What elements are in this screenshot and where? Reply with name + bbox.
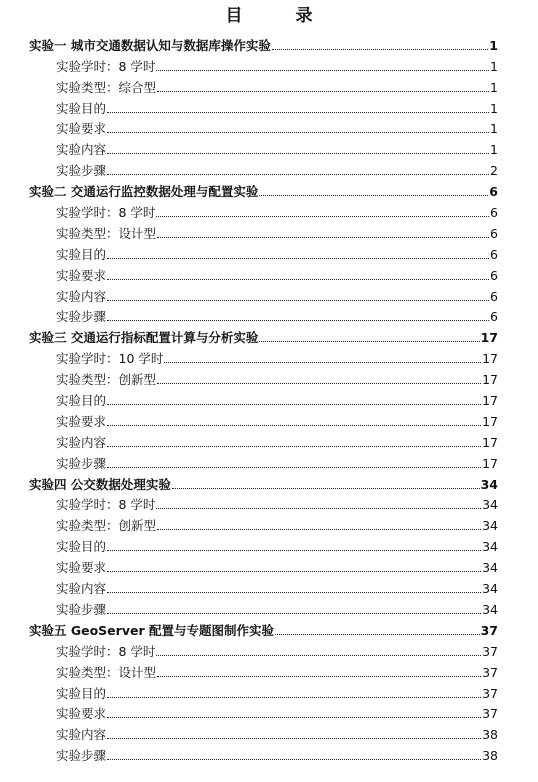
dot-leader (164, 361, 481, 363)
dot-leader (107, 716, 481, 718)
toc-page-number: 6 (490, 225, 498, 241)
dot-leader (156, 654, 481, 656)
toc-page-number: 34 (480, 476, 498, 492)
dot-leader (107, 612, 481, 614)
toc-entry-label: 实验步骤 (56, 748, 107, 764)
toc-page-number: 37 (482, 685, 498, 701)
toc-section-entry[interactable] (0, 701, 538, 722)
dot-leader (107, 299, 489, 301)
dot-leader (107, 111, 489, 113)
toc-section-entry[interactable] (0, 345, 538, 366)
dot-leader (157, 675, 481, 677)
toc-chapter-entry[interactable] (0, 32, 538, 53)
toc-page-number: 17 (482, 455, 498, 471)
toc-section-entry[interactable] (0, 512, 538, 533)
toc-page-number: 6 (490, 309, 498, 325)
toc-section-entry[interactable] (0, 366, 538, 387)
dot-leader (107, 570, 481, 572)
toc-entry-label: 实验内容 (56, 434, 107, 450)
dot-leader (157, 528, 481, 530)
toc-section-entry[interactable] (0, 116, 538, 137)
toc-entry-label: 实验步骤 (56, 455, 107, 471)
toc-entry-label: 实验三 交通运行指标配置计算与分析实验 (29, 330, 259, 346)
toc-section-entry[interactable] (0, 721, 538, 742)
toc-section-entry[interactable] (0, 283, 538, 304)
toc-entry-label: 实验要求 (56, 121, 107, 137)
toc-section-entry[interactable] (0, 74, 538, 95)
toc-chapter-entry[interactable] (0, 324, 538, 345)
toc-entry-label: 实验目的 (56, 100, 107, 116)
toc-entry-label: 实验一 城市交通数据认知与数据库操作实验 (29, 37, 271, 53)
toc-page-number: 6 (490, 246, 498, 262)
toc-entry-label: 实验二 交通运行监控数据处理与配置实验 (29, 184, 259, 200)
toc-entry-label: 实验内容 (56, 142, 107, 158)
toc-section-entry[interactable] (0, 554, 538, 575)
toc-chapter-entry[interactable] (0, 178, 538, 199)
toc-entry-label: 实验要求 (56, 413, 107, 429)
dot-leader (107, 278, 489, 280)
toc-entry-label: 实验内容 (56, 288, 107, 304)
toc-page-number: 38 (482, 748, 498, 764)
dot-leader (172, 487, 480, 489)
toc-entry-label: 实验要求 (56, 267, 107, 283)
toc-page-number: 17 (480, 330, 498, 346)
toc-entry-label: 实验目的 (56, 685, 107, 701)
toc-page-number: 34 (482, 581, 498, 597)
toc-entry-label: 实验类型：设计型 (56, 225, 157, 241)
dot-leader (259, 340, 479, 342)
toc-section-entry[interactable] (0, 157, 538, 178)
toc-entry-label: 实验类型：创新型 (56, 372, 157, 388)
toc-section-entry[interactable] (0, 680, 538, 701)
toc-chapter-entry[interactable] (0, 471, 538, 492)
dot-leader (107, 758, 481, 760)
toc-page-number: 1 (489, 37, 498, 53)
toc-section-entry[interactable] (0, 742, 538, 763)
toc-page-number: 1 (490, 58, 498, 74)
toc-page-number: 37 (480, 622, 498, 638)
toc-section-entry[interactable] (0, 659, 538, 680)
toc-section-entry[interactable] (0, 53, 538, 74)
dot-leader (275, 633, 480, 635)
toc-page-number: 6 (490, 205, 498, 221)
toc-entry-label: 实验步骤 (56, 163, 107, 179)
toc-page-number: 17 (482, 413, 498, 429)
toc-page-number: 1 (490, 121, 498, 137)
toc-entry-label: 实验学时：8 学时 (56, 58, 156, 74)
toc-page-number: 17 (482, 434, 498, 450)
toc-section-entry[interactable] (0, 638, 538, 659)
toc-chapter-entry[interactable] (0, 617, 538, 638)
toc-page-number: 34 (482, 497, 498, 513)
toc-page-number: 37 (482, 643, 498, 659)
dot-leader (157, 90, 489, 92)
toc-entry-label: 实验要求 (56, 706, 107, 722)
toc-page-number: 37 (482, 664, 498, 680)
dot-leader (157, 236, 489, 238)
toc-section-entry[interactable] (0, 262, 538, 283)
toc-entry-label: 实验学时：8 学时 (56, 643, 156, 659)
toc-page-number: 34 (482, 601, 498, 617)
toc-entry-label: 实验目的 (56, 393, 107, 409)
toc-page-number: 2 (490, 163, 498, 179)
toc-page-number: 34 (482, 518, 498, 534)
toc-entry-label: 实验目的 (56, 246, 107, 262)
dot-leader (107, 466, 481, 468)
toc-section-entry[interactable] (0, 387, 538, 408)
toc-page-number: 17 (482, 393, 498, 409)
toc-section-entry[interactable] (0, 596, 538, 617)
toc-entry-label: 实验类型：创新型 (56, 518, 157, 534)
dot-leader (107, 696, 481, 698)
toc-entry-label: 实验内容 (56, 581, 107, 597)
dot-leader (272, 48, 488, 50)
dot-leader (107, 173, 489, 175)
toc-section-entry[interactable] (0, 199, 538, 220)
toc-section-entry[interactable] (0, 492, 538, 513)
toc-entry-label: 实验类型：综合型 (56, 79, 157, 95)
toc-section-entry[interactable] (0, 304, 538, 325)
toc-page-number: 6 (490, 267, 498, 283)
toc-title: 目 录 (225, 6, 331, 26)
toc-entry-label: 实验步骤 (56, 601, 107, 617)
toc-section-entry[interactable] (0, 95, 538, 116)
dot-leader (156, 507, 481, 509)
toc-entry-label: 实验内容 (56, 727, 107, 743)
toc-page-number: 38 (482, 727, 498, 743)
dot-leader (259, 194, 488, 196)
dot-leader (107, 152, 489, 154)
dot-leader (107, 424, 481, 426)
dot-leader (156, 69, 489, 71)
toc-entry-label: 实验学时：10 学时 (56, 351, 164, 367)
toc-page-number: 37 (482, 706, 498, 722)
dot-leader (107, 591, 481, 593)
dot-leader (156, 215, 489, 217)
toc-page-number: 6 (490, 288, 498, 304)
toc-entry-label: 实验要求 (56, 560, 107, 576)
toc-page-number: 1 (490, 100, 498, 116)
toc-section-entry[interactable] (0, 429, 538, 450)
toc-page-number: 1 (490, 79, 498, 95)
toc-section-entry[interactable] (0, 408, 538, 429)
dot-leader (107, 257, 489, 259)
toc-entry-label: 实验五 GeoServer 配置与专题图制作实验 (29, 622, 274, 638)
toc-page-number: 17 (482, 372, 498, 388)
toc-entry-label: 实验类型：设计型 (56, 664, 157, 680)
toc-section-entry[interactable] (0, 575, 538, 596)
toc-section-entry[interactable] (0, 136, 538, 157)
toc-section-entry[interactable] (0, 241, 538, 262)
toc-section-entry[interactable] (0, 220, 538, 241)
toc-entry-label: 实验四 公交数据处理实验 (29, 476, 171, 492)
toc-page-number: 1 (490, 142, 498, 158)
dot-leader (107, 319, 489, 321)
table-of-contents (0, 32, 538, 763)
toc-page-number: 34 (482, 539, 498, 555)
dot-leader (107, 737, 481, 739)
dot-leader (107, 403, 481, 405)
toc-entry-label: 实验目的 (56, 539, 107, 555)
toc-entry-label: 实验步骤 (56, 309, 107, 325)
toc-page-number: 34 (482, 560, 498, 576)
dot-leader (107, 549, 481, 551)
toc-page-number: 6 (489, 184, 498, 200)
dot-leader (107, 131, 489, 133)
toc-page-number: 17 (482, 351, 498, 367)
toc-entry-label: 实验学时：8 学时 (56, 205, 156, 221)
toc-entry-label: 实验学时：8 学时 (56, 497, 156, 513)
toc-section-entry[interactable] (0, 533, 538, 554)
dot-leader (107, 445, 481, 447)
dot-leader (157, 382, 481, 384)
toc-section-entry[interactable] (0, 450, 538, 471)
